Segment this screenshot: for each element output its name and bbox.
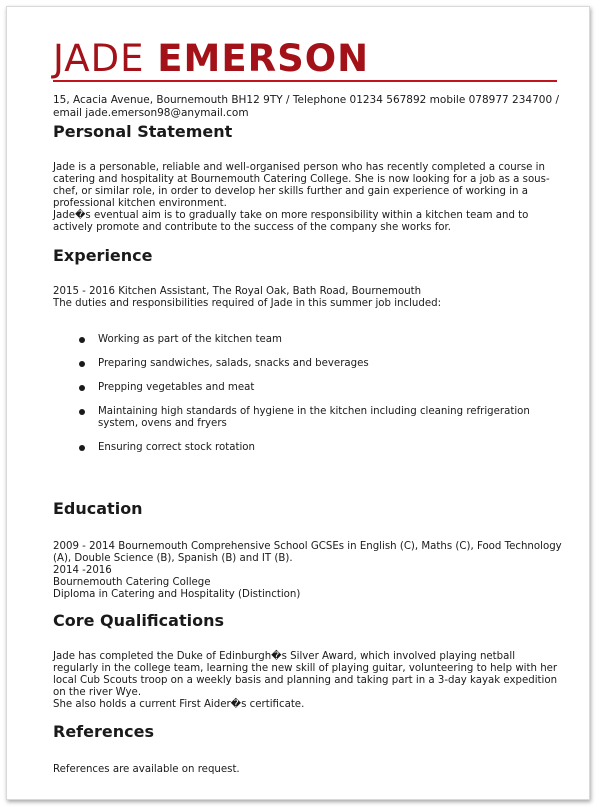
personal-statement-heading: Personal Statement — [53, 122, 233, 141]
education-heading: Education — [53, 499, 143, 518]
bullet-icon — [79, 445, 85, 451]
education-line: 2009 - 2014 Bournemouth Comprehensive School GCSEs in English (C), Maths (C), Food Technology (A), Double Science (B), Spanish (B) and IT (B). — [53, 541, 562, 564]
references-text: References are available on request. — [53, 764, 240, 775]
cv-page — [6, 6, 590, 800]
experience-role-line: 2015 - 2016 Kitchen Assistant, The Royal Oak, Bath Road, Bournemouth — [53, 286, 422, 297]
header-divider — [53, 80, 557, 82]
education-line: Diploma in Catering and Hospitality (Distinction) — [53, 589, 301, 600]
bullet-icon — [79, 361, 85, 367]
experience-role — [53, 286, 563, 310]
bullet-icon — [79, 385, 85, 391]
candidate-name — [53, 39, 369, 79]
core-qualifications-paragraph: She also holds a current First Aider�s certificate. — [53, 699, 305, 710]
duty-item: Preparing sandwiches, salads, snacks and beverages — [79, 358, 559, 370]
duty-item: Working as part of the kitchen team — [79, 334, 559, 346]
education-text — [53, 541, 563, 601]
duty-item: Ensuring correct stock rotation — [79, 442, 559, 454]
personal-statement-text — [53, 162, 563, 234]
duty-item: Prepping vegetables and meat — [79, 382, 559, 394]
education-line: 2014 -2016 — [53, 565, 112, 576]
contact-address-phone: 15, Acacia Avenue, Bournemouth BH12 9TY / Telephone 01234 567892 mobile 078977 234700 / — [53, 94, 560, 106]
personal-statement-paragraph: Jade�s eventual aim is to gradually take on more responsibility within a kitchen team and to actively promote and contribute to the success of the company she works for. — [53, 210, 529, 233]
duty-item: Maintaining high standards of hygiene in the kitchen including cleaning refrigeration system, ovens and fryers — [79, 406, 559, 430]
contact-email: email jade.emerson98@anymail.com — [53, 106, 249, 119]
experience-heading: Experience — [53, 246, 153, 265]
references-heading: References — [53, 722, 154, 741]
personal-statement-paragraph: Jade is a personable, reliable and well-organised person who has recently completed a course in catering and hospitality at Bournemouth Catering College. She is now looking for a job as a sous-chef, or similar role, in order to develop her skills further and gain experience of working in a professional kitchen environment. — [53, 162, 550, 209]
bullet-icon — [79, 337, 85, 343]
experience-intro: The duties and responsibilities required of Jade in this summer job included: — [53, 298, 442, 309]
bullet-icon — [79, 409, 85, 415]
core-qualifications-text — [53, 651, 563, 711]
education-line: Bournemouth Catering College — [53, 577, 211, 588]
core-qualifications-heading: Core Qualifications — [53, 611, 224, 630]
last-name: EMERSON — [157, 37, 370, 80]
first-name: JADE — [53, 37, 145, 80]
duties-list — [79, 334, 559, 466]
contact-details — [53, 94, 563, 119]
core-qualifications-paragraph: Jade has completed the Duke of Edinburgh�s Silver Award, which involved playing netball regularly in the college team, learning the new skill of playing guitar, volunteering to help with her local Cub Scouts troop on a weekly basis and planning and taking part in a 3-day kayak expedition on the river Wye. — [53, 651, 558, 698]
